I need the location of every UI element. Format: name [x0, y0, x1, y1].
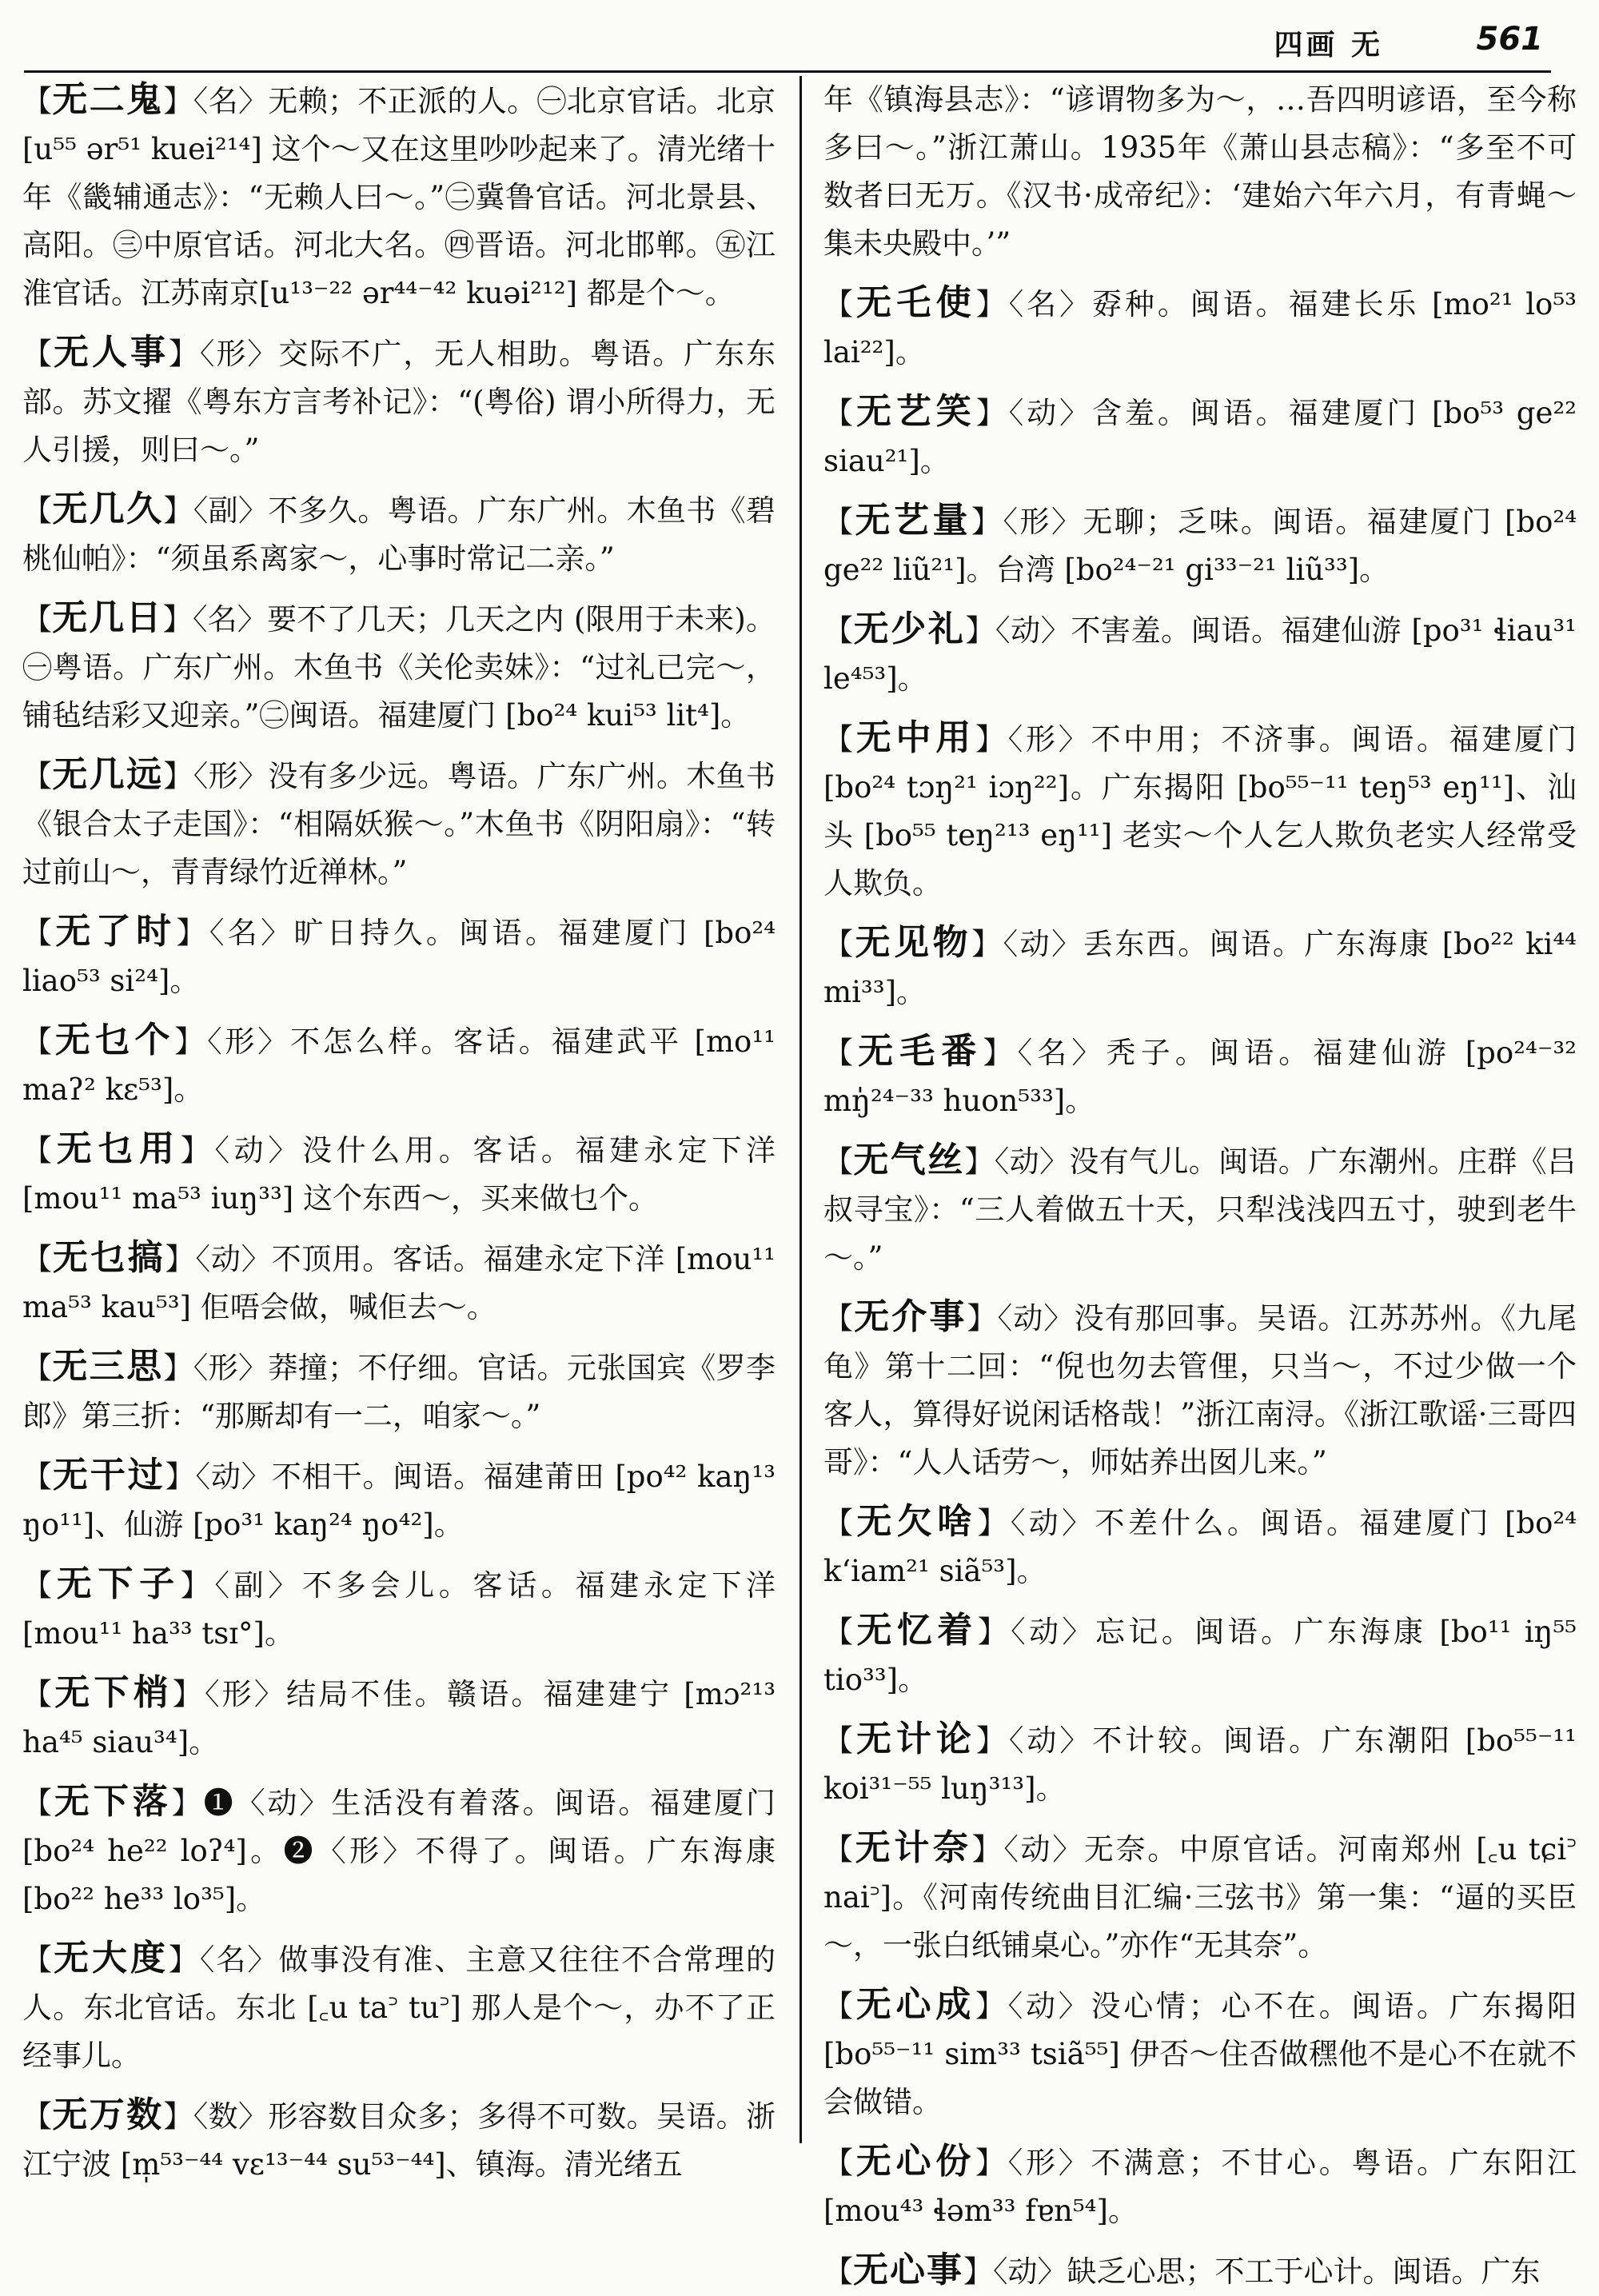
headword: 无少礼	[853, 609, 966, 649]
entry-text: 〈副〉不多久。粤语。广东广州。木鱼书《碧桃仙帕》：“须虽系离家～，心事时常记二亲。”	[22, 493, 776, 576]
dictionary-entry: 【无下落】❶〈动〉生活没有着落。闽语。福建厦门 [bo²⁴ he²² loʔ⁴]。❷〈形〉不得了。闽语。广东海康 [bo²² he³³ lo³⁵]。	[22, 1781, 776, 1916]
dictionary-entry: 【无乜搞】〈动〉不顶用。客话。福建永定下洋 [mou¹¹ ma⁵³ kau⁵³] 佢唔会做，喊佢去～。	[22, 1237, 776, 1324]
dictionary-entry: 【无计论】〈动〉不计较。闽语。广东潮阳 [bo⁵⁵⁻¹¹ koi³¹⁻⁵⁵ luŋ³¹³]。	[823, 1719, 1577, 1806]
headword: 无人事	[53, 332, 169, 373]
headword: 无下子	[56, 1563, 181, 1604]
entry-text: 〈动〉不计较。闽语。广东潮阳 [bo⁵⁵⁻¹¹ koi³¹⁻⁵⁵ luŋ³¹³]。	[823, 1723, 1577, 1806]
headword: 无乇使	[855, 282, 976, 323]
dictionary-entry: 【无人事】〈形〉交际不广，无人相助。粤语。广东东部。苏文擢《粤东方言考补记》：“(粤俗) 谓小所得力，无人引援，则曰～。”	[22, 332, 776, 467]
dictionary-entry: 【无毛番】〈名〉秃子。闽语。福建仙游 [po²⁴⁻³² mŋ̍²⁴⁻³³ huon⁵³³]。	[823, 1031, 1577, 1118]
entry-text: 〈形〉无聊；乏味。闽语。福建厦门 [bo²⁴ ge²² liũ²¹]。台湾 [bo²⁴⁻²¹ gi³³⁻²¹ liũ³³]。	[823, 505, 1577, 587]
page-number: 561	[1476, 21, 1543, 58]
entry-text: 〈名〉旷日持久。闽语。福建厦门 [bo²⁴ liao⁵³ si²⁴]。	[22, 916, 776, 998]
dictionary-entry: 【无心份】〈形〉不满意；不甘心。粤语。广东阳江 [mou⁴³ ɬəm³³ fɐn⁵⁴]。	[823, 2141, 1577, 2228]
entry-text: 〈动〉不顶用。客话。福建永定下洋 [mou¹¹ ma⁵³ kau⁵³] 佢唔会做，喊佢去～。	[22, 1242, 776, 1324]
headword: 无计奈	[855, 1827, 972, 1868]
entry-text: 〈动〉丢东西。闽语。广东海康 [bo²² ki⁴⁴ mi³³]。	[823, 927, 1577, 1009]
page-header	[24, 16, 1551, 73]
dictionary-entry: 【无二鬼】〈名〉无赖；不正派的人。㊀北京官话。北京 [u⁵⁵ ər⁵¹ kuei²¹⁴] 这个～又在这里吵吵起来了。清光绪十年《畿辅通志》：“无赖人曰～。”㊁冀鲁官话。河北景县、高阳。㊂中原官话。河北大名。㊃晋语。河北邯郸。㊄江淮官话。江苏南京[u¹³⁻²² ər⁴⁴⁻⁴² kuəi²¹²] 都是个～。	[22, 79, 776, 310]
headword: 无三思	[52, 1346, 164, 1387]
section-title: 四画 无	[1274, 28, 1383, 62]
headword: 无下梢	[54, 1672, 173, 1713]
dictionary-entry: 【无乜用】〈动〉没什么用。客话。福建永定下洋 [mou¹¹ ma⁵³ iuŋ³³] 这个东西～，买来做乜个。	[22, 1128, 776, 1216]
entry-text: 〈动〉不差什么。闽语。福建厦门 [bo²⁴ kʻiam²¹ siã⁵³]。	[823, 1506, 1577, 1588]
headword: 无艺量	[855, 500, 971, 541]
entry-text: 〈动〉没有那回事。吴语。江苏苏州。《九尾龟》第十二回：“倪也勿去管俚，只当～，不过少做一个客人，算得好说闲话格哉！”浙江南浔。《浙江歌谣·三哥四哥》：“人人话劳～，师姑养出囡儿来。”	[823, 1301, 1577, 1479]
headword: 无见物	[855, 922, 972, 963]
dictionary-entry: 【无乜个】〈形〉不怎么样。客话。福建武平 [mo¹¹ maʔ² kɛ⁵³]。	[22, 1020, 776, 1107]
left-column	[22, 76, 776, 2182]
dictionary-entry: 【无万数】〈数〉形容数目众多；多得不可数。吴语。浙江宁波 [m̩⁵³⁻⁴⁴ vɛ¹³⁻⁴⁴ su⁵³⁻⁴⁴]、镇海。清光绪五	[22, 2094, 776, 2182]
headword: 无几远	[52, 754, 164, 795]
dictionary-entry: 【无下子】〈副〉不多会儿。客话。福建永定下洋 [mou¹¹ ha³³ tsɪ°]。	[22, 1563, 776, 1651]
headword: 无心成	[855, 1984, 975, 2025]
headword: 无艺笑	[855, 391, 976, 432]
headword: 无乜搞	[52, 1237, 165, 1278]
dictionary-entry: 【无中用】〈形〉不中用；不济事。闽语。福建厦门 [bo²⁴ tɔŋ²¹ iɔŋ²²]。广东揭阳 [bo⁵⁵⁻¹¹ teŋ⁵³ eŋ¹¹]、汕头 [bo⁵⁵ teŋ²¹³ eŋ¹¹] 老实～个人乞人欺负老实人经常受人欺负。	[823, 717, 1577, 900]
right-column	[823, 76, 1577, 2290]
headword: 无乜用	[56, 1128, 181, 1169]
headword: 无二鬼	[52, 79, 164, 120]
entry-text: 〈动〉没什么用。客话。福建永定下洋 [mou¹¹ ma⁵³ iuŋ³³] 这个东西～，买来做乜个。	[22, 1133, 776, 1216]
entry-text: 〈名〉做事没有准、主意又往往不合常理的人。东北官话。东北 [꜀u ta꜄ tu꜄] 那人是个～，办不了正经事儿。	[22, 1943, 776, 2073]
headword: 无计论	[855, 1719, 976, 1759]
dictionary-entry: 【无忆着】〈动〉忘记。闽语。广东海康 [bo¹¹ iŋ⁵⁵ tio³³]。	[823, 1610, 1577, 1697]
entry-text: ❶〈动〉生活没有着落。闽语。福建厦门 [bo²⁴ he²² loʔ⁴]。❷〈形〉不得了。闽语。广东海康 [bo²² he³³ lo³⁵]。	[22, 1786, 776, 1916]
entry-text: 〈形〉没有多少远。粤语。广东广州。木鱼书《银合太子走国》：“相隔妖猴～。”木鱼书《阴阳扇》：“转过前山～，青青绿竹近禅林。”	[22, 759, 776, 889]
entry-text: 〈形〉不怎么样。客话。福建武平 [mo¹¹ maʔ² kɛ⁵³]。	[22, 1024, 776, 1107]
entry-text: 〈形〉莽撞；不仔细。官话。元张国宾《罗李郎》第三折：“那厮却有一二，咱家～。”	[22, 1351, 776, 1433]
dictionary-entry: 【无少礼】〈动〉不害羞。闽语。福建仙游 [po³¹ ɬiau³¹ le⁴⁵³]。	[823, 609, 1577, 696]
dictionary-entry: 【无几久】〈副〉不多久。粤语。广东广州。木鱼书《碧桃仙帕》：“须虽系离家～，心事时常记二亲。”	[22, 489, 776, 576]
headword: 无几久	[52, 489, 164, 529]
entry-text: 〈名〉孬种。闽语。福建长乐 [mo²¹ lo⁵³ lai²²]。	[823, 287, 1577, 369]
headword: 无下落	[54, 1781, 172, 1822]
entry-text: 〈形〉不满意；不甘心。粤语。广东阳江 [mou⁴³ ɬəm³³ fɐn⁵⁴]。	[823, 2146, 1577, 2228]
column-divider	[800, 76, 802, 2143]
entry-text: 〈动〉不相干。闽语。福建莆田 [po⁴² kaŋ¹³ ŋo¹¹]、仙游 [po³¹ kaŋ²⁴ ŋo⁴²]。	[22, 1459, 776, 1542]
headword: 无了时	[55, 911, 177, 952]
headword: 无干过	[52, 1455, 165, 1495]
entry-text: 〈动〉没有气儿。闽语。广东潮州。庄群《吕叔寻宝》：“三人着做五十天，只犁浅浅四五寸，驶到老牛～。”	[823, 1144, 1577, 1275]
entry-text: 〈动〉无奈。中原官话。河南郑州 [꜀u tɕi꜄ nai꜄]。《河南传统曲目汇编·三弦书》第一集：“逼的买臣～，一张白纸铺桌心。”亦作“无其奈”。	[823, 1832, 1577, 1963]
entry-text: 〈动〉不害羞。闽语。福建仙游 [po³¹ ɬiau³¹ le⁴⁵³]。	[823, 613, 1577, 696]
dictionary-entry: 【无艺笑】〈动〉含羞。闽语。福建厦门 [bo⁵³ ge²² siau²¹]。	[823, 391, 1577, 478]
dictionary-entry: 【无乇使】〈名〉孬种。闽语。福建长乐 [mo²¹ lo⁵³ lai²²]。	[823, 282, 1577, 369]
dictionary-entry: 【无几远】〈形〉没有多少远。粤语。广东广州。木鱼书《银合太子走国》：“相隔妖猴～。”木鱼书《阴阳扇》：“转过前山～，青青绿竹近禅林。”	[22, 754, 776, 889]
headword: 无万数	[52, 2094, 164, 2135]
entry-text: 〈副〉不多会儿。客话。福建永定下洋 [mou¹¹ ha³³ tsɪ°]。	[22, 1568, 776, 1651]
dictionary-entry: 【无艺量】〈形〉无聊；乏味。闽语。福建厦门 [bo²⁴ ge²² liũ²¹]。台湾 [bo²⁴⁻²¹ gi³³⁻²¹ liũ³³]。	[823, 500, 1577, 587]
entry-text: 〈数〉形容数目众多；多得不可数。吴语。浙江宁波 [m̩⁵³⁻⁴⁴ vɛ¹³⁻⁴⁴ su⁵³⁻⁴⁴]、镇海。清光绪五	[22, 2099, 776, 2182]
dictionary-entry: 【无了时】〈名〉旷日持久。闽语。福建厦门 [bo²⁴ liao⁵³ si²⁴]。	[22, 911, 776, 998]
entry-text: 〈名〉秃子。闽语。福建仙游 [po²⁴⁻³² mŋ̍²⁴⁻³³ huon⁵³³]。	[823, 1036, 1577, 1118]
entry-text: 〈动〉没心情；心不在。闽语。广东揭阳 [bo⁵⁵⁻¹¹ sim³³ tsiã⁵⁵] 伊否～住否做䆀他不是心不在就不会做错。	[823, 1989, 1577, 2119]
entry-text: 〈动〉含羞。闽语。福建厦门 [bo⁵³ ge²² siau²¹]。	[823, 396, 1577, 478]
dictionary-entry: 【无大度】〈名〉做事没有准、主意又往往不合常理的人。东北官话。东北 [꜀u ta꜄ tu꜄] 那人是个～，办不了正经事儿。	[22, 1938, 776, 2073]
headword: 无中用	[855, 717, 975, 758]
dictionary-entry: 【无干过】〈动〉不相干。闽语。福建莆田 [po⁴² kaŋ¹³ ŋo¹¹]、仙游 [po³¹ kaŋ²⁴ ŋo⁴²]。	[22, 1455, 776, 1542]
dictionary-entry: 【无心成】〈动〉没心情；心不在。闽语。广东揭阳 [bo⁵⁵⁻¹¹ sim³³ tsiã⁵⁵] 伊否～住否做䆀他不是心不在就不会做错。	[823, 1984, 1577, 2119]
entry-text: 〈名〉无赖；不正派的人。㊀北京官话。北京 [u⁵⁵ ər⁵¹ kuei²¹⁴] 这个～又在这里吵吵起来了。清光绪十年《畿辅通志》：“无赖人曰～。”㊁冀鲁官话。河北景县、高阳。㊂中原官话。河北大名。㊃晋语。河北邯郸。㊄江淮官话。江苏南京[u¹³⁻²² ər⁴⁴⁻⁴² kuəi²¹²] 都是个～。	[22, 84, 776, 310]
entry-text: 〈动〉忘记。闽语。广东海康 [bo¹¹ iŋ⁵⁵ tio³³]。	[823, 1615, 1577, 1697]
entry-text: 〈形〉不中用；不济事。闽语。福建厦门 [bo²⁴ tɔŋ²¹ iɔŋ²²]。广东揭阳 [bo⁵⁵⁻¹¹ teŋ⁵³ eŋ¹¹]、汕头 [bo⁵⁵ teŋ²¹³ eŋ¹¹] 老实～个人乞人欺负老实人经常受人欺负。	[823, 722, 1577, 900]
headword: 无心份	[855, 2141, 975, 2182]
dictionary-entry: 【无计奈】〈动〉无奈。中原官话。河南郑州 [꜀u tɕi꜄ nai꜄]。《河南传统曲目汇编·三弦书》第一集：“逼的买臣～，一张白纸铺桌心。”亦作“无其奈”。	[823, 1827, 1577, 1963]
dictionary-entry: 【无欠啥】〈动〉不差什么。闽语。福建厦门 [bo²⁴ kʻiam²¹ siã⁵³]。	[823, 1501, 1577, 1588]
dictionary-entry: 【无心事】〈动〉缺乏心思；不工于心计。闽语。广东	[823, 2250, 1541, 2290]
dictionary-entry: 【无下梢】〈形〉结局不佳。赣语。福建建宁 [mɔ²¹³ ha⁴⁵ siau³⁴]。	[22, 1672, 776, 1759]
headword: 无心事	[853, 2250, 963, 2290]
entry-text: 〈形〉结局不佳。赣语。福建建宁 [mɔ²¹³ ha⁴⁵ siau³⁴]。	[22, 1677, 776, 1759]
dictionary-entry: 【无气丝】〈动〉没有气儿。闽语。广东潮州。庄群《吕叔寻宝》：“三人着做五十天，只犁浅浅四五寸，驶到老牛～。”	[823, 1140, 1577, 1275]
continued-entry-text: 年《镇海县志》：“谚谓物多为～，…吾四明谚语，至今称多曰～。”浙江萧山。1935年《萧山县志稿》：“多至不可数者曰无万。《汉书·成帝纪》：‘建始六年六月，有青蝇～集未央殿中。’”	[823, 82, 1577, 261]
dictionary-entry: 【无见物】〈动〉丢东西。闽语。广东海康 [bo²² ki⁴⁴ mi³³]。	[823, 922, 1577, 1009]
headword: 无几日	[52, 597, 163, 638]
entry-text: 〈形〉交际不广，无人相助。粤语。广东东部。苏文擢《粤东方言考补记》：“(粤俗) 谓小所得力，无人引援，则曰～。”	[22, 337, 776, 467]
entry-text: 〈动〉缺乏心思；不工于心计。闽语。广东	[993, 2254, 1541, 2289]
dictionary-entry: 【无三思】〈形〉莽撞；不仔细。官话。元张国宾《罗李郎》第三折：“那厮却有一二，咱家～。”	[22, 1346, 776, 1433]
dictionary-entry: 【无几日】〈名〉要不了几天；几天之内 (限用于未来)。㊀粤语。广东广州。木鱼书《关伦卖妹》：“过礼已完～，铺毡结彩又迎亲。”㊁闽语。福建厦门 [bo²⁴ kui⁵³ lit⁴]。	[22, 597, 776, 733]
dictionary-entry: 【无介事】〈动〉没有那回事。吴语。江苏苏州。《九尾龟》第十二回：“倪也勿去管俚，只当～，不过少做一个客人，算得好说闲话格哉！”浙江南浔。《浙江歌谣·三哥四哥》：“人人话劳～，师姑养出囡儿来。”	[823, 1296, 1577, 1479]
entry-text: 〈名〉要不了几天；几天之内 (限用于未来)。㊀粤语。广东广州。木鱼书《关伦卖妹》：“过礼已完～，铺毡结彩又迎亲。”㊁闽语。福建厦门 [bo²⁴ kui⁵³ lit⁴]。	[22, 602, 776, 733]
headword: 无忆着	[856, 1610, 978, 1651]
headword: 无欠啥	[856, 1501, 978, 1542]
headword: 无介事	[854, 1296, 967, 1337]
headword: 无乜个	[54, 1020, 175, 1060]
headword: 无毛番	[858, 1031, 983, 1072]
headword: 无大度	[53, 1938, 169, 1979]
headword: 无气丝	[853, 1140, 965, 1180]
